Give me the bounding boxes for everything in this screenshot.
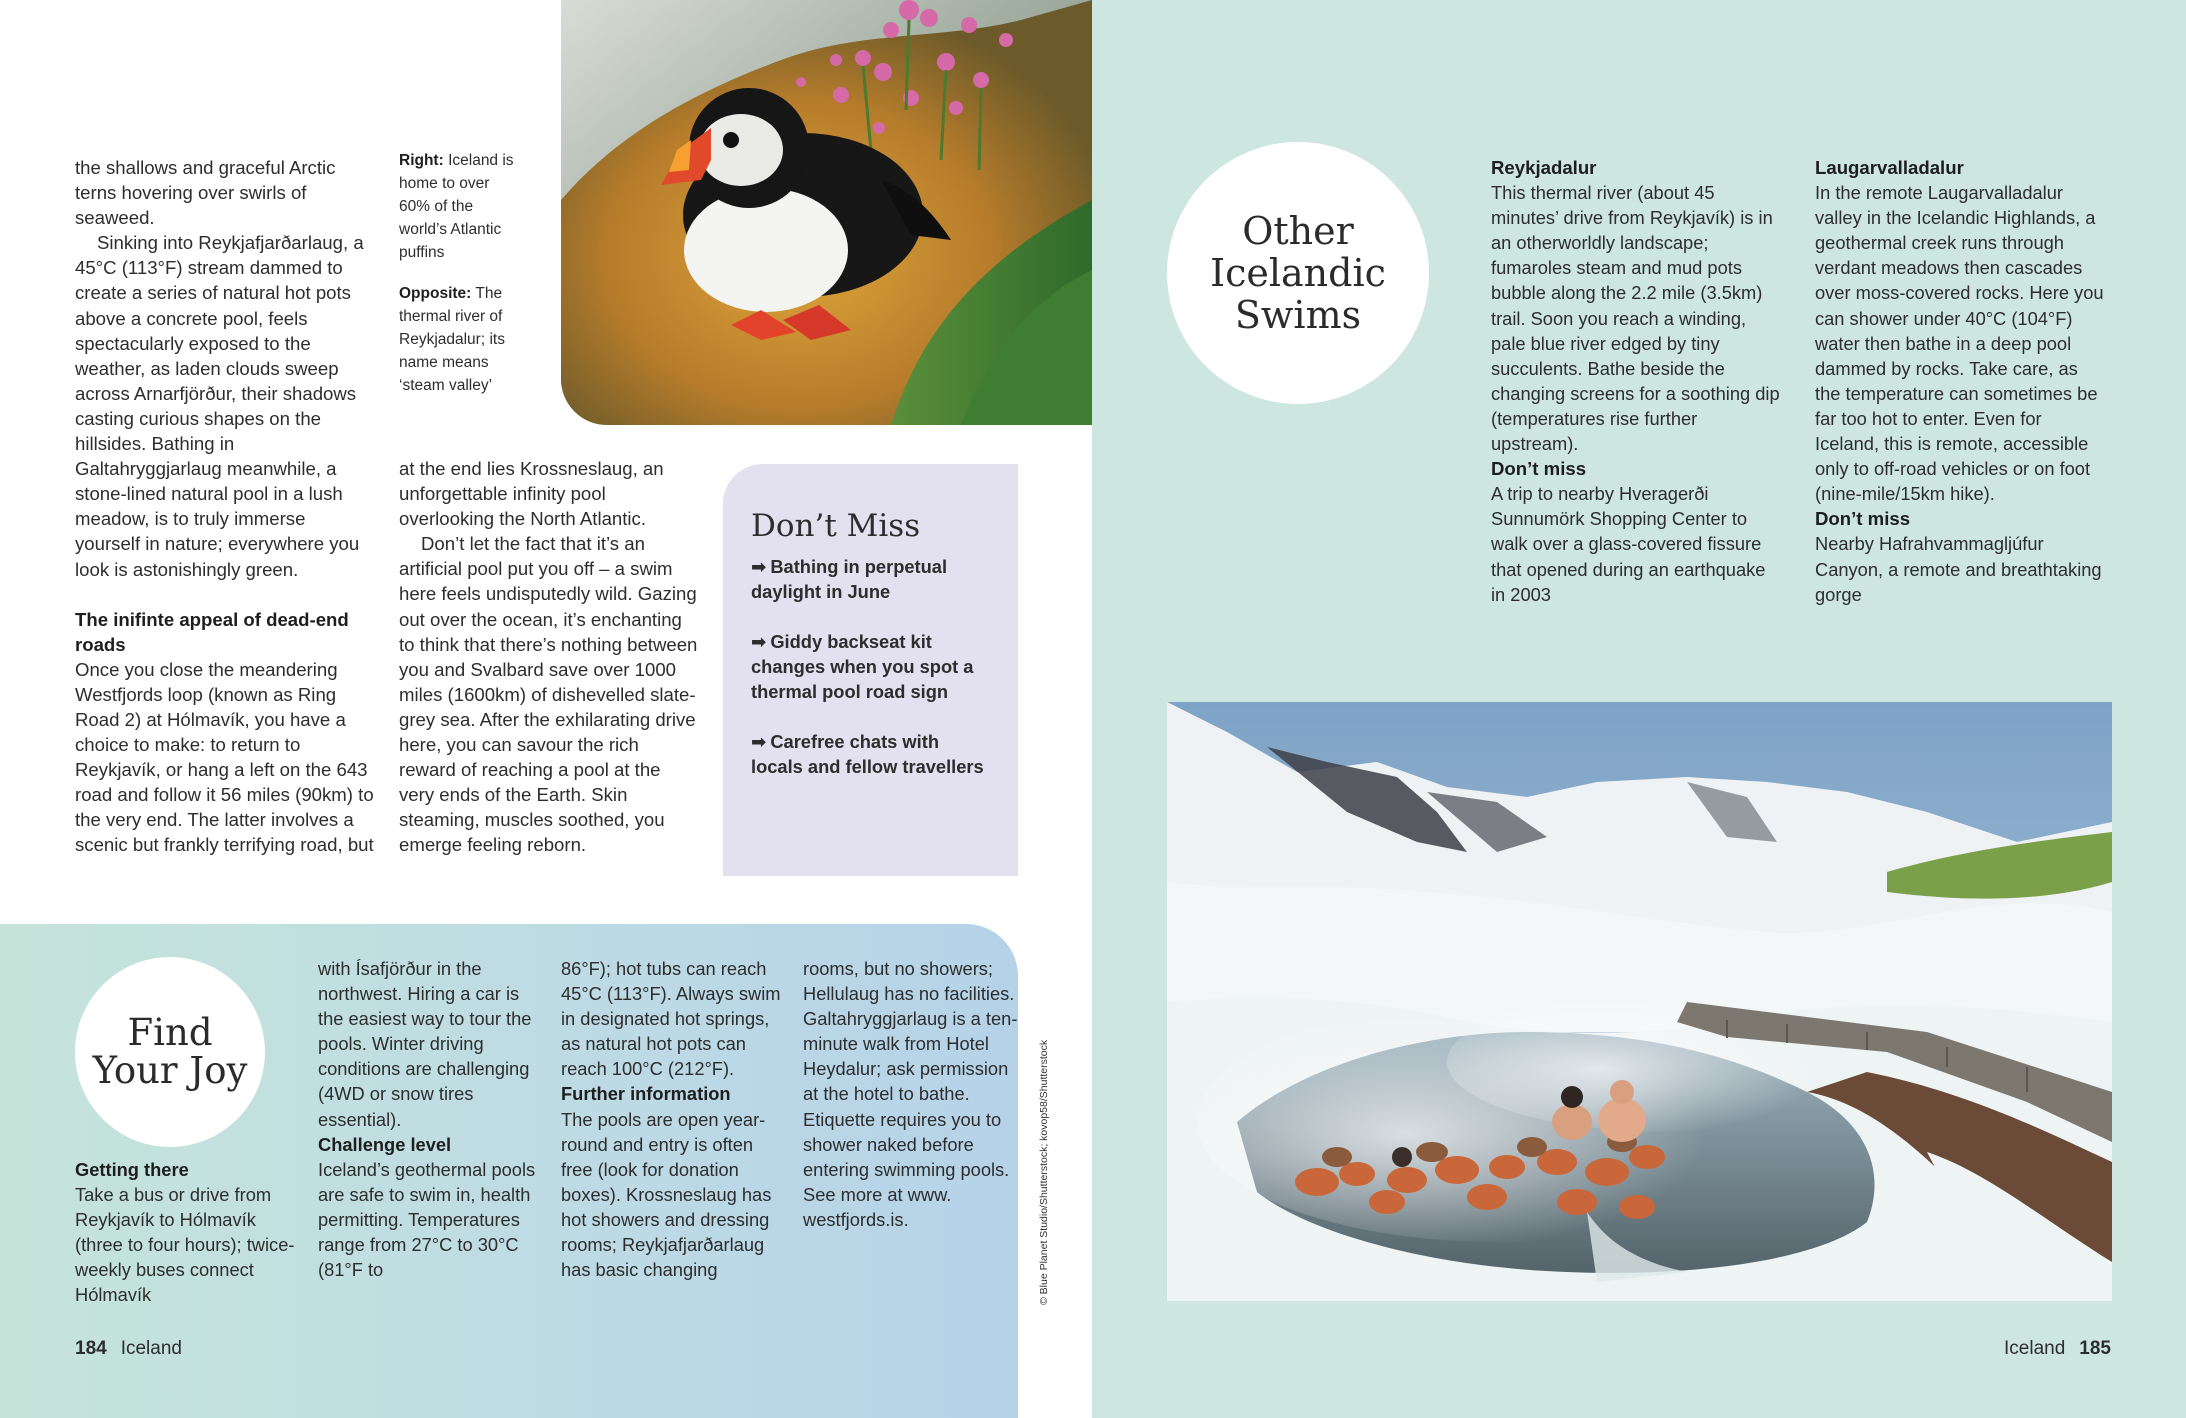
folio-right [2004, 1338, 2111, 1360]
article-paragraph: the shallows and graceful Arctic terns hovering over swirls of seaweed. [75, 157, 336, 229]
info-subheading: Getting there [75, 1159, 189, 1180]
article-paragraph: at the end lies Krossneslaug, an unforgettable infinity pool overlooking the North Atlantic. [399, 458, 664, 530]
entry-dont-miss-text: Nearby Hafrahvammagljúfur Canyon, a remote and breathtaking gorge [1815, 533, 2102, 605]
dont-miss-title: Don’t Miss [751, 508, 921, 544]
info-column-2 [318, 956, 543, 1282]
running-title: Iceland [2004, 1338, 2066, 1359]
info-subheading: Further information [561, 1083, 731, 1105]
page-number: 185 [2079, 1338, 2111, 1359]
info-column-3 [561, 956, 786, 1282]
article-paragraph: Sinking into Reykjafjarðarlaug, a 45°C (113°F) stream dammed to create a series of natural hot pots above a concrete pool, feels spectacularly exposed to the weather, as laden clouds sweep across Arnarfjörður, their shadows casting curious shapes on the hillsides. Bathing in Galtahryggjarlaug meanwhile, a stone-lined natural pool in a lush meadow, is to truly immerse yourself in nature; everywhere you look is astonishingly green. [75, 232, 364, 580]
entry-text: This thermal river (about 45 minutes’ drive from Reykjavík) is in an otherworldly landscape; fumaroles steam and mud pots bubble along the 2.2 mile (3.5km) trail. Soon you reach a winding, pale blue river edged by tiny succulents. Bathe beside the changing screens for a soothing dip (temperatures rise further upstream). [1491, 182, 1780, 455]
entry-dont-miss-text: A trip to nearby Hveragerði Sunnumörk Shopping Center to walk over a glass-covered fissure that opened during an earthquake in 2003 [1491, 483, 1766, 605]
entry-heading: Reykjadalur [1491, 157, 1597, 178]
photo-captions [399, 149, 524, 397]
swim-entry-reykjadalur [1491, 155, 1781, 607]
folio-left [75, 1338, 182, 1360]
info-subheading: Challenge level [318, 1133, 452, 1155]
swim-entry-laugarvalladalur [1815, 155, 2105, 607]
caption-opposite: Opposite: The thermal river of Reykjadalur; its name means ‘steam valley’ [399, 285, 505, 394]
info-column-getting-there [75, 1157, 295, 1308]
article-column-2 [399, 456, 699, 858]
info-text: with Ísafjörður in the northwest. Hiring a car is the easiest way to tour the pools. Winter driving conditions are challenging (4WD or snow tires essential). [318, 958, 532, 1130]
entry-dont-miss-heading: Don’t miss [1491, 458, 1587, 480]
thermal-river-photo [1167, 702, 2112, 1301]
dont-miss-box [723, 464, 1018, 876]
section-subheading: The inifinte appeal of dead-end roads [75, 608, 349, 655]
arrow-icon: ➡ [751, 731, 765, 752]
info-text: rooms, but no showers; Hellulaug has no facilities. Galtahryggjarlaug is a ten-minute walk from Hotel Heydalur; ask permission at the hotel to bathe. Etiquette requires you to shower naked before entering swimming pools. See more at www. westfjords.is. [803, 958, 1018, 1230]
find-your-joy-title: Find Your Joy [75, 957, 265, 1147]
entry-text: In the remote Laugarvalladalur valley in the Icelandic Highlands, a geothermal creek runs through verdant meadows then cascades over moss-covered rocks. Here you can shower under 40°C (104°F) water then bathe in a deep pool dammed by rocks. Take care, as the temperature can sometimes be far too hot to enter. Even for Iceland, this is remote, accessible only to off-road vehicles or on foot (nine-mile/15km hike). [1815, 182, 2104, 505]
entry-heading: Laugarvalladalur [1815, 157, 1964, 178]
info-text: 86°F); hot tubs can reach 45°C (113°F). Always swim in designated hot springs, as natural hot pots can reach 100°C (212°F). [561, 958, 781, 1080]
entry-dont-miss-heading: Don’t miss [1815, 508, 1911, 530]
arrow-icon: ➡ [751, 556, 765, 577]
dont-miss-item: ➡ Carefree chats with locals and fellow travellers [751, 731, 984, 777]
other-swims-title: Other Icelandic Swims [1167, 142, 1429, 404]
page-number: 184 [75, 1338, 107, 1359]
info-text: The pools are open year-round and entry is often free (look for donation boxes). Krossneslaug has hot showers and dressing rooms; Reykjafjarðarlaug has basic changing [561, 1108, 772, 1281]
article-column-1 [75, 155, 375, 858]
article-paragraph: Don’t let the fact that it’s an artificial pool put you off – a swim here feels undisputedly wild. Gazing out over the ocean, it’s enchanting to think that there’s nothing between you and Svalbard save over 1000 miles (1600km) of dishevelled slate-grey sea. After the exhilarating drive here, you can savour the rich reward of reaching a pool at the very ends of the Earth. Skin steaming, muscles soothed, you emerge feeling reborn. [399, 533, 698, 856]
dont-miss-item: ➡ Bathing in perpetual daylight in June [751, 556, 948, 602]
running-title: Iceland [120, 1338, 182, 1359]
photo-credit: © Blue Planet Studio/Shutterstock; kovop58/Shutterstock [1038, 1039, 1050, 1305]
article-paragraph: Once you close the meandering Westfjords loop (known as Ring Road 2) at Hólmavík, you have a choice to make: to return to Reykjavík, or hang a left on the 643 road and follow it 56 miles (90km) to the very end. The latter involves a scenic but frankly terrifying road, but [75, 658, 374, 856]
caption-right: Right: Iceland is home to over 60% of the world’s Atlantic puffins [399, 152, 514, 261]
info-column-4 [803, 956, 1028, 1232]
puffin-photo [561, 0, 1092, 425]
info-text: Take a bus or drive from Reykjavík to Hólmavík (three to four hours); twice-weekly buses connect Hólmavík [75, 1184, 295, 1306]
info-text: Iceland’s geothermal pools are safe to swim in, health permitting. Temperatures range from 27°C to 30°C (81°F to [318, 1158, 536, 1281]
dont-miss-item: ➡ Giddy backseat kit changes when you spot a thermal pool road sign [751, 631, 974, 702]
arrow-icon: ➡ [751, 631, 765, 652]
